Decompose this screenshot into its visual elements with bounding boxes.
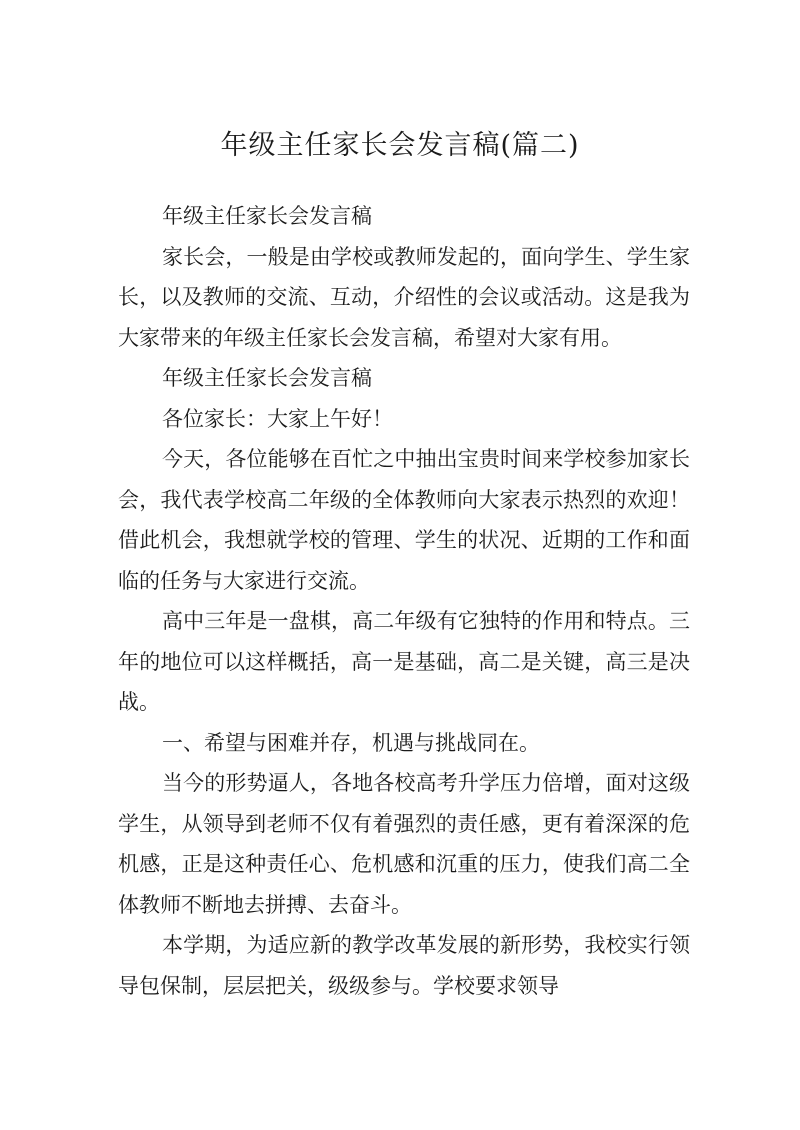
paragraph-situation: 当今的形势逼人，各地各校高考升学压力倍增，面对这级学生，从领导到老师不仅有着强烈的责任感，更有着深深的危机感，正是这种责任心、危机感和沉重的压力，使我们高二全体教师不断地去拼搏、去奋斗。 <box>118 771 690 917</box>
paragraph-greeting: 各位家长：大家上午好！ <box>162 406 393 431</box>
document-body <box>118 196 690 1006</box>
paragraph-welcome: 今天，各位能够在百忙之中抽出宝贵时间来学校参加家长会，我代表学校高二年级的全体教师向大家表示热烈的欢迎！借此机会，我想就学校的管理、学生的状况、近期的工作和面临的任务与大家进行交流。 <box>118 447 690 593</box>
paragraph-three-years: 高中三年是一盘棋，高二年级有它独特的作用和特点。三年的地位可以这样概括，高一是基础，高二是关键，高三是决战。 <box>118 609 690 714</box>
document-title: 年级主任家长会发言稿(篇二) <box>220 130 580 161</box>
paragraph-subtitle: 年级主任家长会发言稿 <box>162 204 372 228</box>
paragraph-intro: 家长会，一般是由学校或教师发起的，面向学生、学生家长，以及教师的交流、互动，介绍性的会议或活动。这是我为大家带来的年级主任家长会发言稿，希望对大家有用。 <box>118 244 690 350</box>
paragraph-semester: 本学期，为适应新的教学改革发展的新形势，我校实行领导包保制，层层把关，级级参与。学校要求领导 <box>118 933 690 998</box>
paragraph-section-heading: 一、希望与困难并存，机遇与挑战同在。 <box>162 730 540 755</box>
paragraph-subtitle-repeat: 年级主任家长会发言稿 <box>162 366 372 390</box>
